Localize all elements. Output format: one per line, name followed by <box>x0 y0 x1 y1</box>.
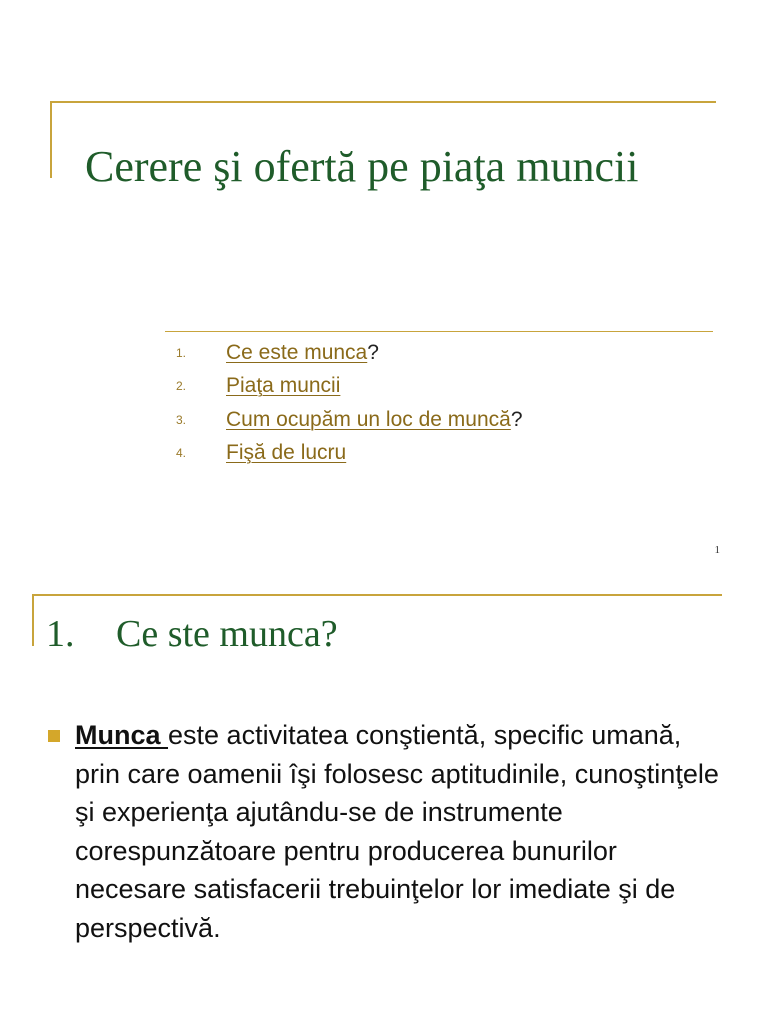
toc-item-number: 2. <box>176 379 187 394</box>
title-frame-horizontal-line <box>32 594 722 596</box>
slide-2 <box>0 576 768 1024</box>
toc-divider <box>165 331 713 332</box>
toc-item-suffix: ? <box>510 407 523 431</box>
slide-1-title: Cerere şi ofertă pe piaţa muncii <box>85 142 639 191</box>
toc-item-number: 1. <box>176 345 187 360</box>
toc-link-cum-ocupam-loc-de-munca[interactable]: Cum ocupăm un loc de muncă <box>226 407 511 431</box>
title-frame-vertical-line <box>50 101 52 178</box>
definition-term: Munca <box>75 720 169 750</box>
definition-text: este activitatea conştientă, specific umană, prin care oamenii îşi folosesc aptitudinile, cunoştinţele şi experienţa ajutându-se de instrumente corespunzătoare pentru producerea bunurilor necesare satisfacerii trebuinţelor lor imediate şi de perspectivă. <box>75 720 719 943</box>
table-of-contents <box>176 336 523 470</box>
toc-item-suffix: ? <box>367 340 379 364</box>
toc-link-piata-muncii[interactable]: Piaţa muncii <box>226 374 341 398</box>
slide-2-title-text: Ce ste munca? <box>116 613 338 655</box>
page-number: 1 <box>714 544 720 556</box>
toc-link-fisa-de-lucru[interactable]: Fişă de lucru <box>226 441 347 465</box>
slide-2-title <box>46 611 338 657</box>
definition-paragraph <box>75 716 725 947</box>
toc-item <box>176 336 523 370</box>
toc-item-number: 3. <box>176 412 187 427</box>
toc-item <box>176 437 523 471</box>
toc-item <box>176 370 523 404</box>
title-frame-horizontal-line <box>50 101 716 103</box>
toc-link-ce-este-munca[interactable]: Ce este munca <box>226 340 368 364</box>
square-bullet-icon <box>48 730 60 742</box>
slide-2-title-number: 1. <box>46 613 75 655</box>
toc-item <box>176 403 523 437</box>
title-frame-vertical-line <box>32 594 34 646</box>
toc-item-number: 4. <box>176 446 187 461</box>
